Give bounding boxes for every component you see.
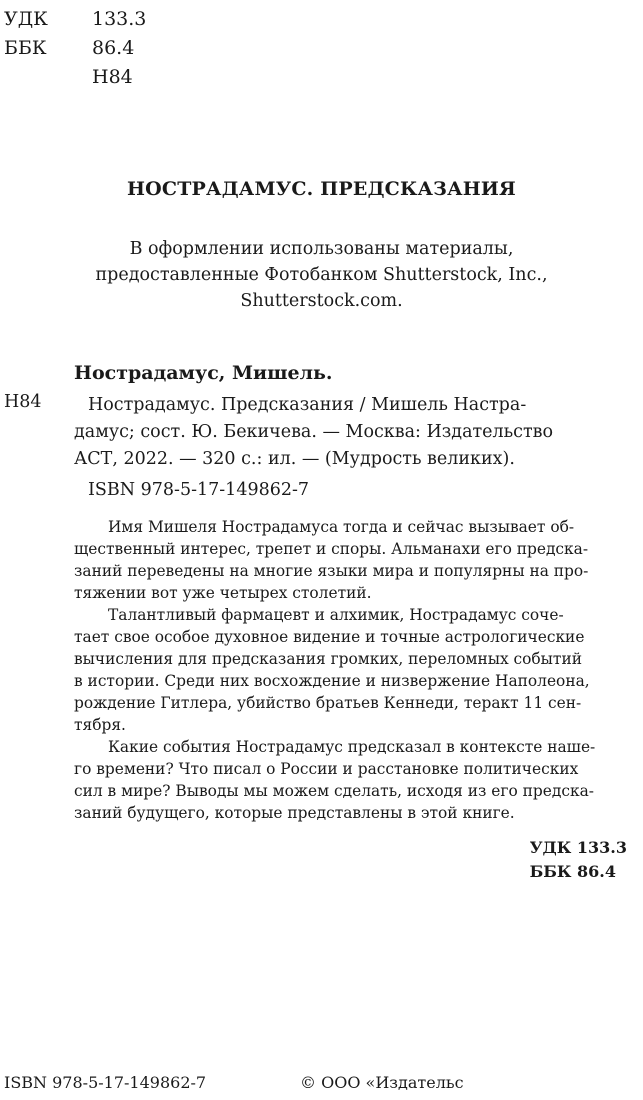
- udk-bbk-block: [530, 836, 627, 884]
- biblio-line: Нострадамус. Предсказания / Мишель Настра-: [88, 395, 527, 415]
- annotation-line: щественный интерес, трепет и споры. Альманахи его предска-: [74, 540, 589, 558]
- book-title: НОСТРАДАМУС. ПРЕДСКАЗАНИЯ: [126, 178, 517, 200]
- footer-copyright: © ООО «Издательс: [300, 1073, 464, 1092]
- annotation-line: рождение Гитлера, убийство братьев Кеннеди, теракт 11 сен-: [74, 694, 582, 712]
- author-heading: Нострадамус, Мишель.: [74, 362, 333, 384]
- bbk-code: ББК 86.4: [529, 862, 616, 881]
- bbk-label: ББК: [4, 37, 47, 59]
- annotation-line: Какие события Нострадамус предсказал в контексте наше-: [108, 738, 596, 756]
- annotation-line: тает свое особое духовное видение и точные астрологические: [74, 628, 585, 646]
- annotation-line: заний переведены на многие языки мира и популярны на про-: [74, 562, 589, 580]
- credits-line: В оформлении использованы материалы,: [129, 239, 514, 259]
- udk-label: УДК: [4, 8, 48, 30]
- isbn: ISBN 978-5-17-149862-7: [88, 480, 310, 500]
- bbk-value: 86.4: [92, 37, 135, 59]
- annotation-line: в истории. Среди них восхождение и низвержение Наполеона,: [74, 672, 590, 690]
- annotation-line: вычисления для предсказания громких, переломных событий: [74, 650, 582, 668]
- bibliographic-description: [74, 392, 640, 473]
- copyright-fade-overlay: [505, 1070, 643, 1096]
- annotation: [74, 516, 640, 824]
- credits-line: предоставленные Фотобанком Shutterstock, Inc.,: [95, 265, 548, 285]
- annotation-line: Талантливый фармацевт и алхимик, Нострадамус сочe-: [108, 606, 564, 624]
- annotation-line: тяжении вот уже четырех столетий.: [74, 584, 372, 602]
- annotation-line: Имя Мишеля Нострадамуса тогда и сейчас вызывает об-: [108, 518, 575, 536]
- biblio-line: АСТ, 2022. — 320 с.: ил. — (Мудрость великих).: [74, 449, 515, 469]
- udk-code: УДК 133.3: [529, 838, 627, 857]
- udk-value: 133.3: [92, 8, 147, 30]
- credits-line: Shutterstock.com.: [240, 291, 403, 311]
- biblio-line: дамус; сост. Ю. Бекичева. — Москва: Издательство: [74, 422, 554, 442]
- author-mark-left: Н84: [4, 392, 42, 412]
- author-mark-top: Н84: [92, 66, 133, 88]
- annotation-line: сил в мире? Выводы мы можем сделать, исходя из его предска-: [74, 782, 594, 800]
- annotation-line: го времени? Что писал о России и расстановке политических: [74, 760, 579, 778]
- footer-isbn: ISBN 978-5-17-149862-7: [4, 1073, 207, 1092]
- photo-credits: [0, 236, 643, 314]
- annotation-line: заний будущего, которые представлены в этой книге.: [74, 804, 515, 822]
- annotation-line: тября.: [74, 716, 126, 734]
